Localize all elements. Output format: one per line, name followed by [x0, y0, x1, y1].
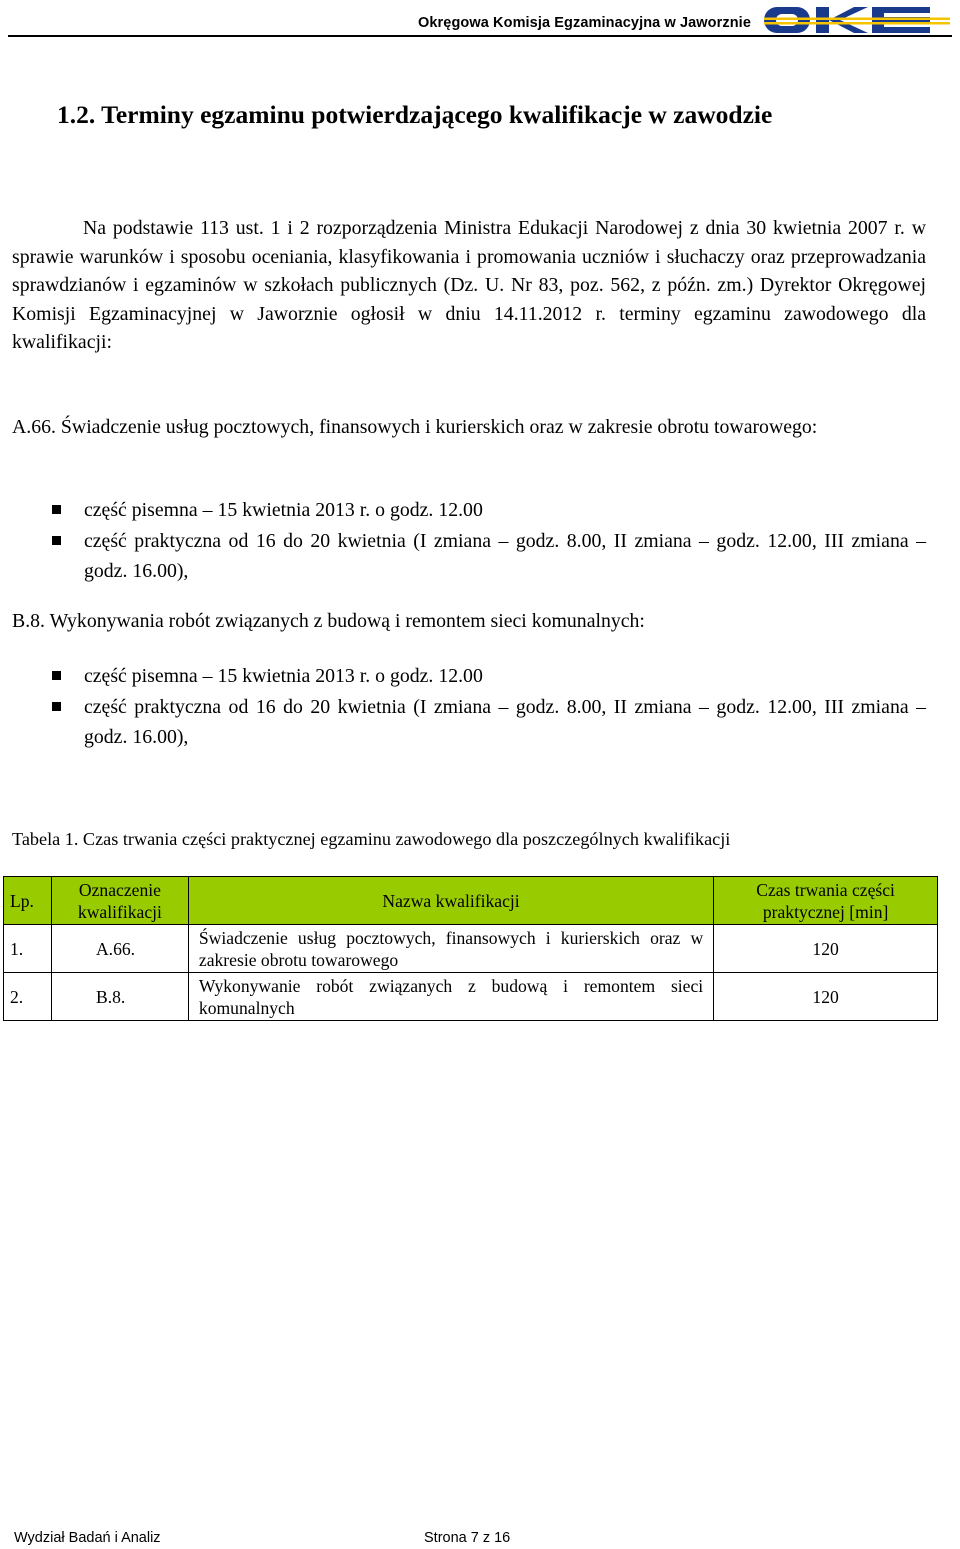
cell-duration: 120: [714, 925, 938, 973]
bullet-icon: [52, 536, 61, 545]
footer-page-number: Strona 7 z 16: [424, 1530, 511, 1546]
column-header-lp: Lp.: [4, 877, 52, 925]
bullet-icon: [52, 505, 61, 514]
bullet-icon: [52, 702, 61, 711]
qualification-schedule-list: [12, 495, 926, 587]
table-caption: Tabela 1. Czas trwania części praktycznej egzaminu zawodowego dla poszczególnych kwalifikacji: [12, 829, 731, 849]
table-header-row: [4, 877, 938, 925]
schedule-text: część pisemna – 15 kwietnia 2013 r. o godz. 12.00: [84, 499, 483, 521]
header-organization: Okręgowa Komisja Egzaminacyjna w Jaworznie: [418, 15, 751, 31]
cell-name: Świadczenie usług pocztowych, finansowych i kurierskich oraz w zakresie obrotu towarowego: [188, 925, 713, 973]
cell-code: B.8.: [51, 973, 188, 1021]
cell-duration: 120: [714, 973, 938, 1021]
table-row: [4, 925, 938, 973]
cell-lp: 1.: [4, 925, 52, 973]
section-title: 1.2. Terminy egzaminu potwierdzającego kwalifikacje w zawodzie: [57, 100, 773, 129]
qualification-schedule-list: [12, 661, 926, 753]
schedule-text: część praktyczna od 16 do 20 kwietnia (I zmiana – godz. 8.00, II zmiana – godz. 12.00, III zmiana – godz. 16.00),: [84, 695, 926, 748]
cell-name: Wykonywanie robót związanych z budową i remontem sieci komunalnych: [188, 973, 713, 1021]
schedule-text: część praktyczna od 16 do 20 kwietnia (I zmiana – godz. 8.00, II zmiana – godz. 12.00, III zmiana – godz. 16.00),: [84, 529, 926, 582]
column-header-name: Nazwa kwalifikacji: [188, 877, 713, 925]
table-row: [4, 973, 938, 1021]
list-item: [12, 692, 926, 753]
schedule-text: część pisemna – 15 kwietnia 2013 r. o godz. 12.00: [84, 665, 483, 687]
column-header-code: Oznaczenie kwalifikacji: [51, 877, 188, 925]
list-item: [12, 526, 926, 587]
header-rule: [8, 35, 952, 37]
qualification-heading: A.66. Świadczenie usług pocztowych, finansowych i kurierskich oraz w zakresie obrotu towarowego:: [12, 416, 818, 438]
bullet-icon: [52, 671, 61, 680]
column-header-duration: Czas trwania części praktycznej [min]: [714, 877, 938, 925]
list-item: [12, 495, 926, 526]
qualification-heading: B.8. Wykonywania robót związanych z budową i remontem sieci komunalnych:: [12, 610, 645, 632]
intro-paragraph: [12, 214, 926, 357]
oke-logo: [762, 4, 950, 36]
footer-department: Wydział Badań i Analiz: [14, 1530, 161, 1546]
duration-table: [3, 876, 938, 1021]
cell-lp: 2.: [4, 973, 52, 1021]
list-item: [12, 661, 926, 692]
intro-text: Na podstawie 113 ust. 1 i 2 rozporządzenia Ministra Edukacji Narodowej z dnia 30 kwietnia 2007 r. w sprawie warunków i sposobu oceniania, klasyfikowania i promowania uczniów i słuchaczy oraz przeprowadzania sprawdzianów i egzaminów w szkołach publicznych (Dz. U. Nr 83, poz. 562, z późn. zm.) Dyrektor Okręgowej Komisji Egzaminacyjnej w Jaworznie ogłosił w dniu 14.11.2012 r. terminy egzaminu zawodowego dla kwalifikacji:: [12, 217, 926, 354]
cell-code: A.66.: [51, 925, 188, 973]
